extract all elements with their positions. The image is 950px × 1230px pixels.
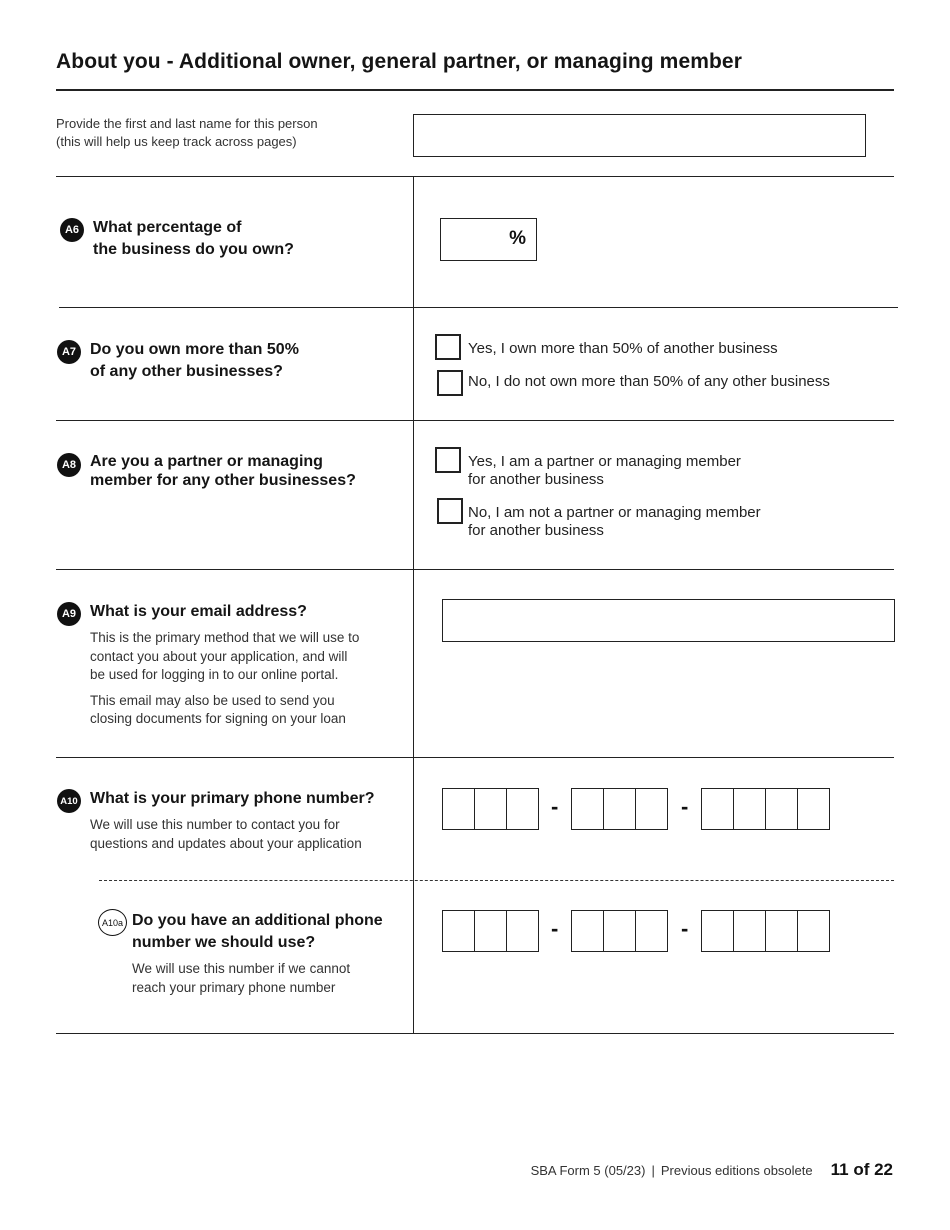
question-badge-a10a: A10a bbox=[98, 909, 127, 936]
a10-help-line1: We will use this number to contact you for bbox=[90, 817, 340, 832]
a8-no-label-line2: for another business bbox=[468, 522, 604, 539]
a9-help-line5: closing documents for signing on your loan bbox=[90, 711, 346, 726]
a8-yes-label bbox=[468, 453, 741, 489]
digit-box[interactable] bbox=[603, 788, 636, 830]
additional-phone-area-code[interactable] bbox=[442, 910, 539, 952]
person-name-field[interactable] bbox=[413, 114, 866, 157]
a8-yes-label-line1: Yes, I am a partner or managing member bbox=[468, 453, 741, 470]
name-prompt bbox=[56, 115, 318, 151]
a10a-help-line2: reach your primary phone number bbox=[132, 979, 336, 995]
ownership-percentage-field[interactable] bbox=[440, 218, 537, 261]
divider bbox=[56, 1033, 894, 1034]
title-rule bbox=[56, 89, 894, 91]
name-prompt-line1: Provide the first and last name for this person bbox=[56, 116, 318, 131]
phone-separator: - bbox=[681, 916, 689, 941]
digit-box[interactable] bbox=[635, 788, 668, 830]
question-a10: What is your primary phone number? bbox=[90, 790, 375, 807]
column-divider bbox=[413, 176, 414, 1034]
digit-box[interactable] bbox=[797, 788, 830, 830]
a8-no-label-line1: No, I am not a partner or managing member bbox=[468, 504, 761, 521]
a10-help-line2: questions and updates about your application bbox=[90, 835, 362, 851]
digit-box[interactable] bbox=[701, 910, 734, 952]
page-title: About you - Additional owner, general partner, or managing member bbox=[56, 50, 742, 73]
email-field[interactable] bbox=[442, 599, 895, 642]
question-a7-line2: of any other businesses? bbox=[90, 363, 283, 380]
a7-yes-checkbox[interactable] bbox=[435, 334, 461, 360]
question-a9: What is your email address? bbox=[90, 603, 307, 620]
a8-no-checkbox[interactable] bbox=[437, 498, 463, 524]
digit-box[interactable] bbox=[442, 910, 475, 952]
digit-box[interactable] bbox=[701, 788, 734, 830]
footer-divider: | bbox=[651, 1163, 655, 1178]
a8-yes-checkbox[interactable] bbox=[435, 447, 461, 473]
question-a6 bbox=[93, 217, 294, 261]
page-number: 11 of 22 bbox=[830, 1160, 893, 1179]
digit-box[interactable] bbox=[571, 910, 604, 952]
a7-yes-label: Yes, I own more than 50% of another business bbox=[468, 340, 778, 357]
question-a7-line1: Do you own more than 50% bbox=[90, 341, 299, 358]
question-a9-help bbox=[90, 629, 359, 729]
divider bbox=[59, 307, 898, 308]
a8-no-label bbox=[468, 504, 761, 540]
phone-separator: - bbox=[681, 794, 689, 819]
question-badge-a9: A9 bbox=[57, 602, 81, 626]
question-badge-a7: A7 bbox=[57, 340, 81, 364]
name-prompt-line2: (this will help us keep track across pages) bbox=[56, 134, 297, 149]
digit-box[interactable] bbox=[635, 910, 668, 952]
question-a8-line2: member for any other businesses? bbox=[90, 472, 356, 489]
digit-box[interactable] bbox=[506, 910, 539, 952]
page-footer bbox=[531, 1160, 893, 1180]
digit-box[interactable] bbox=[733, 910, 766, 952]
digit-box[interactable] bbox=[603, 910, 636, 952]
additional-phone-line-number[interactable] bbox=[701, 910, 830, 952]
digit-box[interactable] bbox=[797, 910, 830, 952]
a10a-help-line1: We will use this number if we cannot bbox=[132, 961, 351, 976]
a7-no-label: No, I do not own more than 50% of any other business bbox=[468, 373, 830, 390]
digit-box[interactable] bbox=[474, 788, 507, 830]
question-a8 bbox=[90, 452, 356, 490]
a7-no-checkbox[interactable] bbox=[437, 370, 463, 396]
a9-help-line4: This email may also be used to send you bbox=[90, 692, 335, 708]
question-a8-line1: Are you a partner or managing bbox=[90, 453, 323, 470]
digit-box[interactable] bbox=[442, 788, 475, 830]
additional-phone-prefix[interactable] bbox=[571, 910, 668, 952]
footer-note: Previous editions obsolete bbox=[660, 1163, 813, 1178]
question-a10a-help bbox=[132, 960, 350, 997]
question-badge-a10: A10 bbox=[57, 789, 81, 813]
divider bbox=[56, 176, 894, 177]
percent-sign: % bbox=[509, 228, 526, 249]
question-a10-help bbox=[90, 816, 362, 853]
divider bbox=[56, 569, 894, 570]
a9-help-line3: be used for logging in to our online portal. bbox=[90, 667, 339, 682]
divider bbox=[56, 420, 894, 421]
primary-phone-prefix[interactable] bbox=[571, 788, 668, 830]
question-a10a-line1: Do you have an additional phone bbox=[132, 912, 383, 929]
dashed-divider bbox=[99, 880, 894, 881]
question-badge-a8: A8 bbox=[57, 453, 81, 477]
divider bbox=[56, 757, 894, 758]
a8-yes-label-line2: for another business bbox=[468, 471, 604, 488]
question-a6-line1: What percentage of bbox=[93, 219, 242, 236]
digit-box[interactable] bbox=[733, 788, 766, 830]
a9-help-line1: This is the primary method that we will use to bbox=[90, 630, 360, 645]
phone-separator: - bbox=[551, 794, 559, 819]
primary-phone-line-number[interactable] bbox=[701, 788, 830, 830]
digit-box[interactable] bbox=[571, 788, 604, 830]
digit-box[interactable] bbox=[506, 788, 539, 830]
question-badge-a6: A6 bbox=[60, 218, 84, 242]
question-a10a-line2: number we should use? bbox=[132, 934, 316, 951]
form-id: SBA Form 5 (05/23) bbox=[530, 1163, 646, 1178]
question-a7 bbox=[90, 339, 299, 383]
a9-help-line2: contact you about your application, and will bbox=[90, 648, 348, 664]
primary-phone-area-code[interactable] bbox=[442, 788, 539, 830]
question-a10a bbox=[132, 910, 383, 954]
phone-separator: - bbox=[551, 916, 559, 941]
digit-box[interactable] bbox=[474, 910, 507, 952]
digit-box[interactable] bbox=[765, 788, 798, 830]
digit-box[interactable] bbox=[765, 910, 798, 952]
question-a6-line2: the business do you own? bbox=[93, 241, 294, 258]
